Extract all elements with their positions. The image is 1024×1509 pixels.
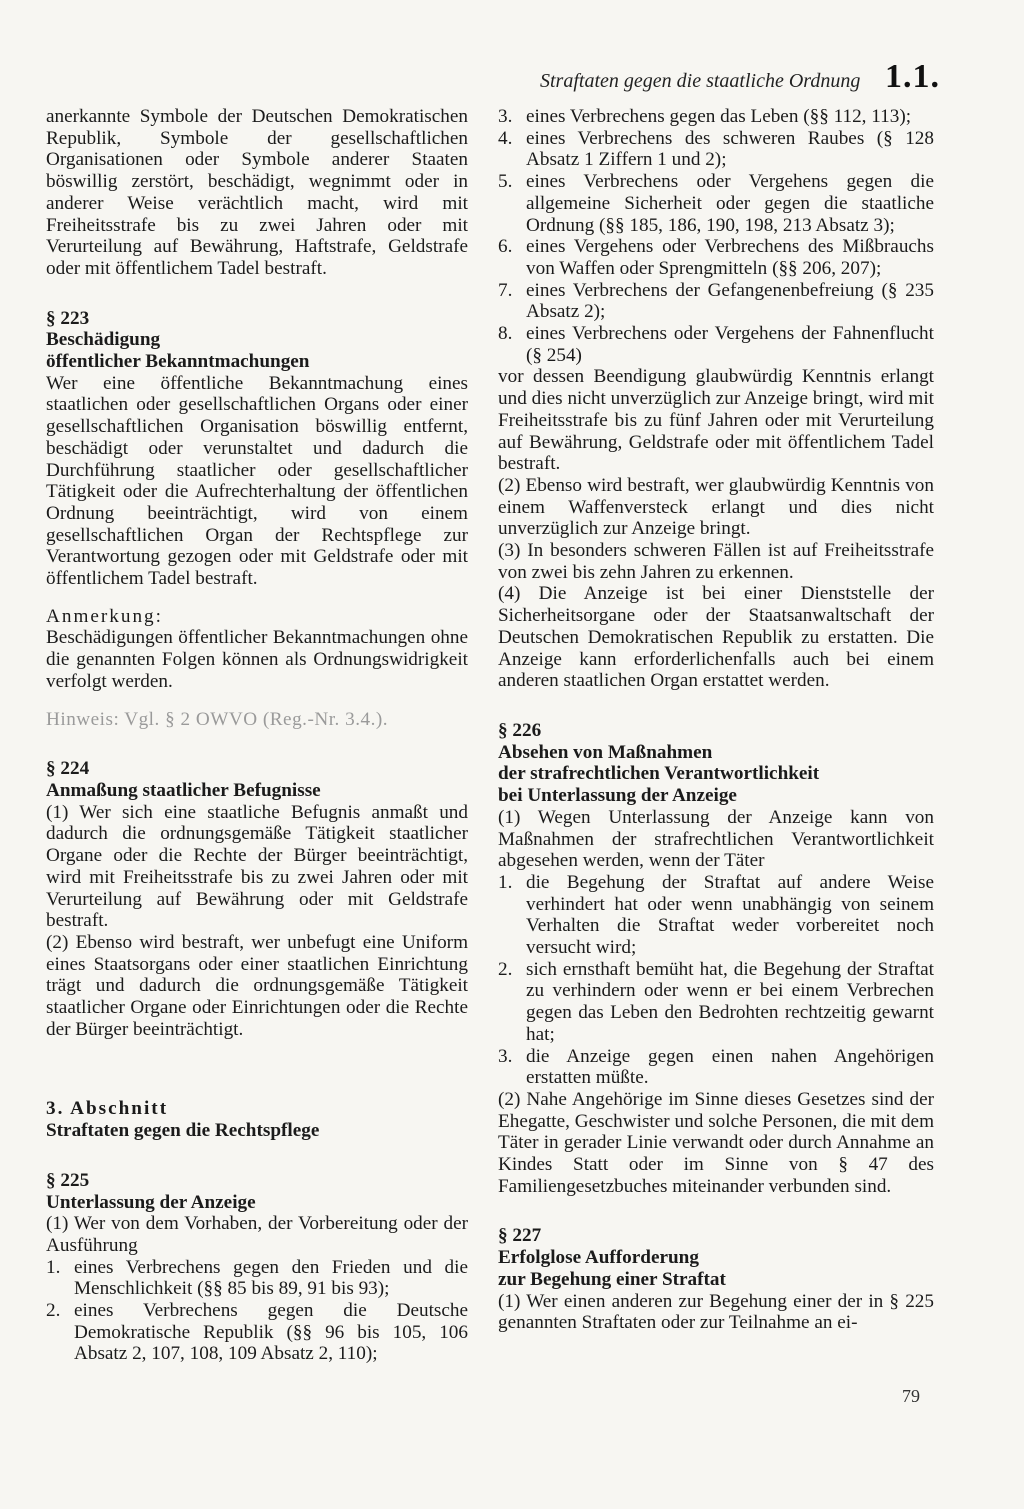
- section-title-line-2: der strafrechtlichen Verantwortlichkeit: [498, 763, 820, 785]
- list-item-text: die Begehung der Straftat auf andere Weise verhindert hat oder wenn unabhängig von seinem Verhalten die Straftat weder vorbereitet noch versucht wird;: [526, 871, 934, 959]
- list-item: [498, 872, 934, 959]
- list-item-text: eines Verbrechens gegen das Leben (§§ 112, 113);: [526, 106, 912, 127]
- list-item-text: eines Verbrechens oder Vergehens der Fahnenflucht (§ 254): [526, 323, 934, 366]
- section-number: § 223: [46, 307, 90, 329]
- paragraph-1: (1) Wer einen anderen zur Begehung einer der in § 225 genannten Straftaten oder zur Teilnahme an ei-: [498, 1290, 934, 1334]
- offense-list: [46, 1257, 468, 1366]
- chapter-label: 3. Abschnitt: [46, 1098, 169, 1120]
- exemption-list: [498, 872, 934, 1089]
- intro-paragraph: anerkannte Symbole der Deutschen Demokratischen Republik, Symbole der gesellschaftlichen Organisationen oder Symbole anderer Staaten böswillig zerstört, beschädigt, wegnimmt oder in anderer Weise verächtlich macht, wird mit Freiheitsstrafe bis zu zwei Jahren oder mit Verurteilung auf Bewährung, Haftstrafe, Geldstrafe oder mit öffentlichem Tadel bestraft.: [46, 106, 468, 279]
- section-title-line-2: öffentlicher Bekanntmachungen: [46, 351, 310, 373]
- paragraph-1: (1) Wegen Unterlassung der Anzeige kann von Maßnahmen der strafrechtlichen Verantwortlichkeit abgesehen werden, wenn der Täter: [498, 806, 934, 872]
- list-item-text: sich ernsthaft bemüht hat, die Begehung der Straftat zu verhindern oder wenn er bei einem Verbrechen gegen das Leben den Bedrohten rechtzeitig gewarnt hat;: [526, 958, 934, 1045]
- list-item: [46, 1257, 468, 1300]
- paragraph-4: (4) Die Anzeige ist bei einer Dienststelle der Sicherheitsorgane oder der Staatsanwaltschaft der Deutschen Demokratischen Republik zu erstatten. Die Anzeige kann erforderlichenfalls auch bei einem anderen staatlichen Organ erstattet werden.: [498, 583, 934, 692]
- paragraph-3: (3) In besonders schweren Fällen ist auf Freiheitsstrafe von zwei bis zehn Jahren zu erkennen.: [498, 540, 934, 583]
- section-223: [46, 308, 468, 731]
- section-225: [46, 1170, 468, 1365]
- section-226: [498, 720, 934, 1197]
- list-item: [46, 1300, 468, 1365]
- list-item-number: 3.: [498, 1045, 513, 1067]
- section-number: § 224: [46, 758, 90, 780]
- section-227: [498, 1225, 934, 1334]
- section-title: Anmaßung staatlicher Befugnisse: [46, 779, 321, 801]
- section-number: § 226: [498, 719, 542, 741]
- chapter-title: Straftaten gegen die Rechtspflege: [46, 1120, 320, 1142]
- list-item-number: 7.: [498, 279, 513, 301]
- header-title: Straftaten gegen die staatliche Ordnung: [540, 70, 861, 92]
- page-number: 79: [902, 1386, 920, 1406]
- left-column: [46, 106, 468, 1365]
- list-item-number: 5.: [498, 171, 513, 193]
- section-body: Wer eine öffentliche Bekanntmachung eines staatlichen oder gesellschaftlichen Organs oder einer gesellschaftlichen Organisation böswillig entfernt, beschädigt oder verunstaltet und dadurch die Durchführung staatlicher oder gesellschaftlicher Tätigkeit oder die Aufrechterhaltung der öffentlichen Ordnung beeinträchtigt, wird von einem gesellschaftlichen Organ der Rechtspflege zur Verantwortung gezogen oder mit Geldstrafe oder mit öffentlichem Tadel bestraft.: [46, 372, 468, 590]
- reference-hint: Hinweis: Vgl. § 2 OWVO (Reg.-Nr. 3.4.).: [46, 708, 389, 730]
- list-item-number: 1.: [498, 871, 513, 893]
- list-item-text: eines Vergehens oder Verbrechens des Mißbrauchs von Waffen oder Sprengmitteln (§§ 206, 207);: [526, 236, 934, 279]
- section-number: § 227: [498, 1225, 542, 1247]
- list-item-number: 2.: [498, 958, 513, 980]
- list-item: [498, 1046, 934, 1089]
- list-item: [498, 323, 934, 366]
- right-column: [498, 106, 934, 1334]
- list-item-text: eines Verbrechens des schweren Raubes (§ 128 Absatz 1 Ziffern 1 und 2);: [526, 127, 934, 171]
- list-item-number: 1.: [46, 1256, 61, 1278]
- list-item: [498, 280, 934, 323]
- list-item-number: 3.: [498, 106, 513, 127]
- running-header: [540, 58, 960, 102]
- list-item-text: eines Verbrechens der Gefangenenbefreiung (§ 235 Absatz 2);: [526, 279, 934, 323]
- list-item: [498, 106, 934, 128]
- list-item: [498, 236, 934, 279]
- list-item-text: eines Verbrechens gegen die Deutsche Demokratische Republik (§§ 96 bis 105, 106 Absatz 2, 107, 108, 109 Absatz 2, 110);: [74, 1300, 468, 1365]
- paragraph-2: (2) Ebenso wird bestraft, wer unbefugt eine Uniform eines Staatsorgans oder einer staatlichen Einrichtung trägt und dadurch die ordnungsgemäße Tätigkeit staatlicher Organe oder Einrichtungen oder die Rechte der Bürger beeinträchtigt.: [46, 931, 468, 1040]
- list-item-text: eines Verbrechens gegen den Frieden und die Menschlichkeit (§§ 85 bis 89, 91 bis 93);: [74, 1256, 468, 1300]
- paragraph-2: (2) Nahe Angehörige im Sinne dieses Gesetzes sind der Ehegatte, Geschwister und solche Personen, die mit dem Täter in gerader Linie verwandt oder durch Annahme an Kindes Statt oder im Sinne von § 47 des Familiengesetzbuches miteinander verbunden sind.: [498, 1088, 934, 1197]
- offense-list-continued: [498, 106, 934, 366]
- section-title-line-1: Absehen von Maßnahmen: [498, 741, 713, 763]
- paragraph-continuation: vor dessen Beendigung glaubwürdig Kenntnis erlangt und dies nicht unverzüglich zur Anzeige bringt, wird mit Freiheitsstrafe bis zu fünf Jahren oder mit Verurteilung auf Bewährung, Geldstrafe oder mit öffentlichem Tadel bestraft.: [498, 366, 934, 475]
- list-item-number: 8.: [498, 323, 513, 345]
- section-title-line-1: Beschädigung: [46, 329, 161, 351]
- list-item-text: eines Verbrechens oder Vergehens gegen die allgemeine Sicherheit oder gegen die staatliche Ordnung (§§ 185, 186, 190, 198, 213 Absatz 3);: [526, 171, 934, 236]
- list-item-text: die Anzeige gegen einen nahen Angehörigen erstatten müßte.: [526, 1045, 934, 1089]
- list-item: [498, 959, 934, 1046]
- note-text: Beschädigungen öffentlicher Bekanntmachungen ohne die genannten Folgen können als Ordnungswidrigkeit verfolgt werden.: [46, 627, 468, 692]
- section-224: [46, 758, 468, 1040]
- section-number: § 225: [46, 1169, 90, 1191]
- list-item: [498, 128, 934, 171]
- list-item: [498, 171, 934, 236]
- chapter-number: 1.1.: [885, 58, 940, 95]
- paragraph-1: (1) Wer sich eine staatliche Befugnis anmaßt und dadurch die ordnungsgemäße Tätigkeit staatlicher Organe oder die Rechte der Bürger beeinträchtigt, wird mit Freiheitsstrafe bis zu zwei Jahren oder mit Verurteilung auf Bewährung oder mit Geldstrafe bestraft.: [46, 801, 468, 932]
- section-title-line-2: zur Begehung einer Straftat: [498, 1268, 726, 1290]
- section-title-line-1: Erfolglose Aufforderung: [498, 1247, 699, 1269]
- chapter-heading: [46, 1098, 468, 1141]
- list-item-number: 6.: [498, 236, 513, 258]
- section-title-line-3: bei Unterlassung der Anzeige: [498, 785, 737, 807]
- section-title: Unterlassung der Anzeige: [46, 1191, 256, 1213]
- note-label: Anmerkung:: [46, 605, 163, 627]
- list-item-number: 2.: [46, 1300, 61, 1322]
- list-item-number: 4.: [498, 127, 513, 149]
- paragraph-2: (2) Ebenso wird bestraft, wer glaubwürdig Kenntnis von einem Waffenversteck erlangt und dies nicht unverzüglich zur Anzeige bringt.: [498, 474, 934, 540]
- paragraph-1: (1) Wer von dem Vorhaben, der Vorbereitung oder der Ausführung: [46, 1213, 468, 1256]
